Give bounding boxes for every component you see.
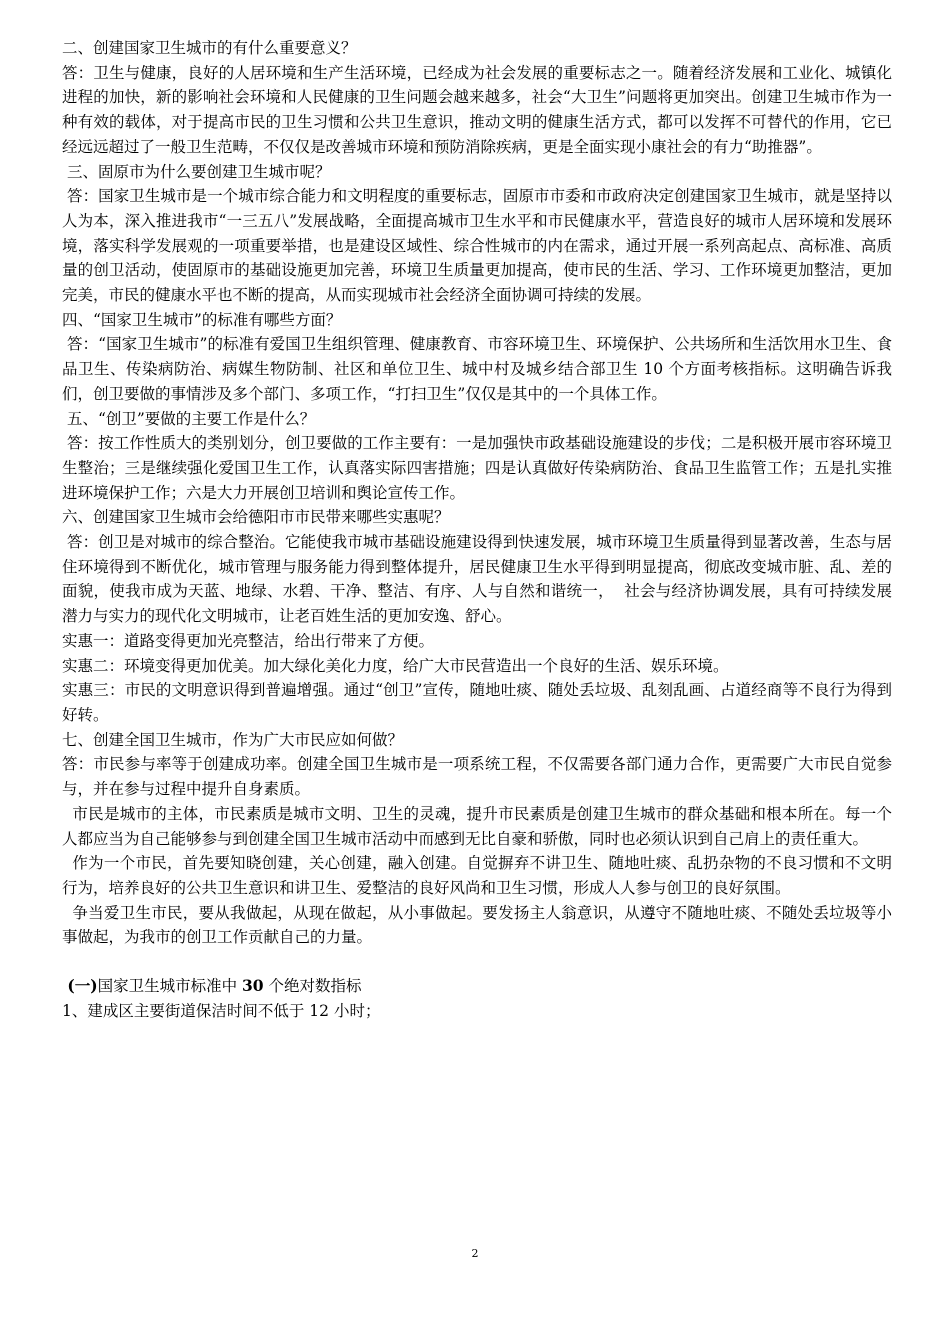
question-2-heading: 二、创建国家卫生城市的有什么重要意义？ (62, 39, 357, 57)
document-body (62, 36, 892, 1023)
benefit-3-paragraph: 实惠三：市民的文明意识得到普遍增强。通过“创卫”宣传，随地吐痰、随处丢垃圾、乱刻乱画、占道经商等不良行为得到好转。 (62, 681, 892, 724)
section-suffix: 个绝对数指标 (263, 977, 362, 996)
question-6-heading: 六、创建国家卫生城市会给德阳市市民带来哪些实惠呢？ (62, 508, 450, 527)
answer-6-paragraph: 答：创卫是对城市的综合整治。它能使我市城市基础设施建设得到快速发展，城市环境卫生质量得到显著改善，生态与居住环境得到不断优化，城市管理与服务能力得到整体提升，居民健康卫生水平得到明显提高，彻底改变城市脏、乱、差的面貌，使我市成为天蓝、地绿、水碧、干净、整洁、有序、人与自然和谐统一， 社会与经济协调发展，具有可持续发展潜力与实力的现代化文明城市，让老百姓生活的更加安逸、舒心。 (62, 533, 892, 626)
answer-7-paragraph: 答：市民参与率等于创建成功率。创建全国卫生城市是一项系统工程，不仅需要各部门通力合作，更需要广大市民自觉参与，并在参与过程中提升自身素质。 (62, 755, 892, 799)
section-heading (62, 974, 892, 999)
blank-line (62, 950, 892, 974)
question-5-heading: 五、“创卫”要做的主要工作是什么？ (62, 409, 316, 428)
citizen-example-paragraph: 争当爱卫生市民，要从我做起，从现在做起，从小事做起。要发扬主人翁意识，从遵守不随地吐痰、不随处丢垃圾等小事做起，为我市的创卫工作贡献自己的力量。 (62, 903, 892, 947)
answer-3-paragraph: 答：国家卫生城市是一个城市综合能力和文明程度的重要标志，固原市市委和市政府决定创建国家卫生城市，就是坚持以人为本，深入推进我市“一三五八”发展战略，全面提高城市卫生水平和市民健康水平，营造良好的城市人居环境和发展环境，落实科学发展观的一项重要举措，也是建设区域性、综合性城市的内在需求，通过开展一系列高起点、高标准、高质量的创卫活动，使固原市的基础设施更加完善，环境卫生质量更加提高，使市民的生活、学习、工作环境更加整洁，更加完美，市民的健康水平也不断的提高，从而实现城市社会经济全面协调可持续的发展。 (62, 187, 892, 305)
citizen-role-paragraph: 市民是城市的主体，市民素质是城市文明、卫生的灵魂，提升市民素质是创建卫生城市的群众基础和根本所在。每一个人都应当为自己能够参与到创建全国卫生城市活动中而感到无比自豪和骄傲，同时也必须认识到自己肩上的责任重大。 (62, 804, 892, 848)
section-number: 30 (242, 976, 264, 996)
list-item: 1、建成区主要街道保洁时间不低于 12 小时； (62, 1001, 381, 1020)
page-number: 2 (471, 1247, 479, 1260)
benefit-1-paragraph: 实惠一：道路变得更加光亮整洁，给出行带来了方便。 (62, 631, 435, 650)
answer-4-paragraph: 答：“国家卫生城市”的标准有爱国卫生组织管理、健康教育、市容环境卫生、环境保护、公共场所和生活饮用水卫生、食品卫生、传染病防治、病媒生物防制、社区和单位卫生、城中村及城乡结合部卫生 10 个方面考核指标。这明确告诉我们，创卫要做的事情涉及多个部门、多项工作，“打扫卫生”仅仅是其中的一个具体工作。 (62, 335, 892, 403)
section-middle: 国家卫生城市标准中 (97, 977, 243, 996)
answer-5-paragraph: 答：按工作性质大的类别划分，创卫要做的工作主要有：一是加强快市政基础设施建设的步伐；二是积极开展市容环境卫生整治；三是继续强化爱国卫生工作，认真落实际四害措施；四是认真做好传染病防治、食品卫生监管工作；五是扎实推进环境保护工作；六是大力开展创卫培训和舆论宣传工作。 (62, 434, 892, 502)
citizen-action-paragraph: 作为一个市民，首先要知晓创建，关心创建，融入创建。自觉摒弃不讲卫生、随地吐痰、乱扔杂物的不良习惯和不文明行为，培养良好的公共卫生意识和讲卫生、爱整洁的良好风尚和卫生习惯，形成人人参与创卫的良好氛围。 (62, 854, 892, 897)
section-prefix: (一) (62, 976, 98, 996)
question-4-heading: 四、“国家卫生城市”的标准有哪些方面？ (62, 310, 342, 329)
answer-2-paragraph: 答：卫生与健康，良好的人居环境和生产生活环境，已经成为社会发展的重要标志之一。随着经济发展和工业化、城镇化进程的加快，新的影响社会环境和人民健康的卫生问题会越来越多，社会“大卫生”问题将更加突出。创建卫生城市作为一种有效的载体，对于提高市民的卫生习惯和公共卫生意识，推动文明的健康生活方式，都可以发挥不可替代的作用，它已经远远超过了一般卫生范畴，不仅仅是改善城市环境和预防消除疾病，更是全面实现小康社会的有力“助推器”。 (62, 63, 892, 156)
benefit-2-paragraph: 实惠二：环境变得更加优美。加大绿化美化力度，给广大市民营造出一个良好的生活、娱乐环境。 (62, 656, 729, 675)
question-3-heading: 三、固原市为什么要创建卫生城市呢？ (62, 162, 331, 181)
question-7-heading: 七、创建全国卫生城市，作为广大市民应如何做？ (62, 730, 404, 749)
